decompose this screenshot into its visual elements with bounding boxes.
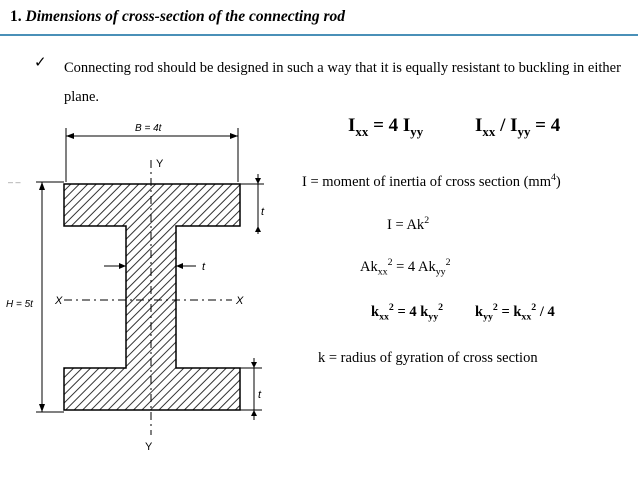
i-section-figure [0,110,300,479]
bullet-text: Connecting rod should be designed in such a way that it is equally resistant to buckling in either plane. [64,60,621,105]
label-dash-left: – – [8,177,21,187]
radius-of-gyration-definition: k = radius of gyration of cross section [318,350,538,366]
label-t-bottom: t [258,389,262,401]
heading-title: Dimensions of cross-section of the connecting rod [25,8,345,25]
equation-ratio: $I_{xx} / I_{yy} = 4$ [475,115,561,139]
equation-i-ak2: $I = Ak^2$ [387,215,430,233]
heading-divider [0,34,638,36]
label-t-web: t [202,261,206,273]
label-y-bottom: Y [145,441,153,453]
label-y-top: Y [156,158,164,170]
equation-akxx-akyy: $Ak_{xx}^2 = 4$ $Ak_{yy}^2$ [360,257,451,278]
label-t-top: t [261,206,265,218]
checkmark-icon: ✓ [34,53,47,71]
heading-number: 1. [10,8,22,25]
moment-of-inertia-definition: I = moment of inertia of cross section $(mm^4)$ [302,172,561,190]
label-h: H = 5t [6,299,33,310]
slide-heading [10,8,345,26]
label-x-left: X [55,295,63,307]
i-section-shape [64,184,240,410]
equation-kyy-kxx: $k_{yy}^2 = k_{xx}^2 / 4$ [475,302,555,323]
label-b: B = 4t [135,123,162,134]
equation-kxx-kyy: $k_{xx}^2 = 4$ $k_{yy}^2$ [371,302,444,323]
label-x-right: X [236,295,244,307]
equation-ixx-4iyy: $I_{xx} = 4$ $I_{yy}$ [348,115,424,139]
